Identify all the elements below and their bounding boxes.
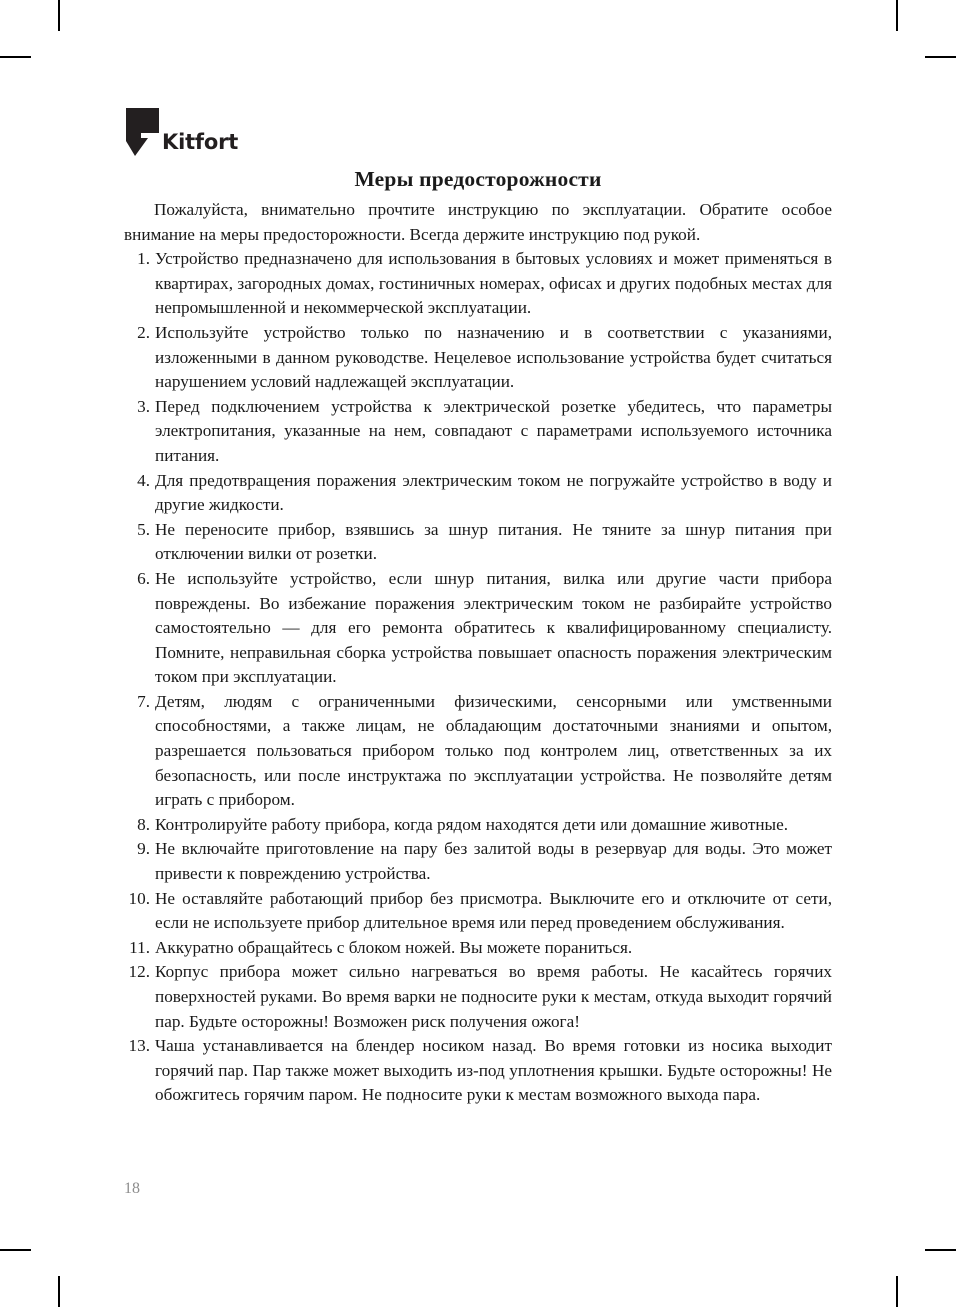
precaution-item-number: 8.	[137, 814, 150, 834]
brand-wordmark: Kitfort	[162, 130, 239, 154]
precaution-item-text: Аккуратно обращайтесь с блоком ножей. Вы можете пораниться.	[155, 937, 633, 957]
precaution-item-number: 4.	[137, 470, 150, 490]
precaution-item	[124, 469, 832, 518]
crop-mark-bottom-right-vertical	[896, 1276, 898, 1307]
precaution-item-text: Корпус прибора может сильно нагреваться во время работы. Не касайтесь горячих поверхностей руками. Во время варки не подносите руки к местам, откуда выходит горячий пар. Будьте осторожны! Возможен риск получения ожога!	[155, 962, 832, 1031]
precaution-item-text: Устройство предназначено для использования в бытовых условиях и может применяться в квартирах, загородных домах, гостиничных номерах, офисах и других подобных местах для непромышленной и некоммерческой эксплуатации.	[155, 249, 832, 318]
precaution-item-text: Перед подключением устройства к электрической розетке убедитесь, что параметры электропитания, указанные на нем, совпадают с параметрами используемого источника питания.	[155, 396, 832, 465]
precaution-item	[124, 247, 832, 321]
precaution-item-text: Не оставляйте работающий прибор без присмотра. Выключите его и отключите от сети, если не используете прибор длительное время или перед проведением обслуживания.	[155, 888, 832, 933]
precaution-item	[124, 837, 832, 886]
precaution-item-number: 10.	[128, 888, 150, 908]
crop-mark-top-right-vertical	[896, 0, 898, 31]
precaution-item-number: 7.	[137, 691, 150, 711]
precaution-item-text: Детям, людям с ограниченными физическими, сенсорными или умственными способностями, а также лицам, не обладающим достаточными знаниями и опытом, разрешается пользоваться прибором только под контролем лиц, ответственных за их безопасность, или после инструктажа по эксплуатации устройства. Не позволяйте детям играть с прибором.	[155, 691, 832, 810]
precaution-item-text: Для предотвращения поражения электрическим током не погружайте устройство в воду и другие жидкости.	[155, 470, 832, 515]
precaution-item-number: 11.	[129, 937, 150, 957]
precaution-item	[124, 813, 832, 838]
precaution-item	[124, 936, 832, 961]
precaution-item-number: 2.	[137, 322, 150, 342]
crop-mark-bottom-left-vertical	[58, 1276, 60, 1307]
precaution-item-number: 5.	[137, 519, 150, 539]
crop-mark-top-left-horizontal	[0, 56, 31, 58]
precaution-item-number: 9.	[137, 839, 150, 859]
precaution-item	[124, 1034, 832, 1108]
precaution-item	[124, 960, 832, 1034]
precaution-item-text: Чаша устанавливается на блендер носиком назад. Во время готовки из носика выходит горячий пар. Пар также может выходить из-под уплотнения крышки. Будьте осторожны! Не обожгитесь горячим паром. Не подносите руки к местам возможного выхода пара.	[155, 1036, 832, 1105]
precaution-item	[124, 518, 832, 567]
precaution-item-text: Не включайте приготовление на пару без залитой воды в резервуар для воды. Это может привести к повреждению устройства.	[155, 839, 832, 884]
page-number: 18	[124, 1180, 140, 1197]
crop-mark-top-right-horizontal	[925, 56, 956, 58]
precaution-item-number: 13.	[128, 1036, 150, 1056]
kitfort-mark-icon	[126, 108, 159, 156]
precautions-list	[124, 247, 832, 1108]
precaution-item-number: 3.	[137, 396, 150, 416]
precaution-item-text: Используйте устройство только по назначению и в соответствии с указаниями, изложенными в данном руководстве. Нецелевое использование устройства будет считаться нарушением условий надлежащей эксплуатации.	[155, 322, 832, 392]
brand-logo	[126, 108, 238, 156]
precaution-item-number: 1.	[137, 249, 150, 269]
precaution-item-text: Не переносите прибор, взявшись за шнур питания. Не тяните за шнур питания при отключении вилки от розетки.	[155, 519, 832, 564]
precaution-item-number: 6.	[137, 568, 150, 588]
precaution-item-text: Контролируйте работу прибора, когда рядом находятся дети или домашние животные.	[155, 814, 789, 834]
precaution-item-text: Не используйте устройство, если шнур питания, вилка или другие части прибора повреждены. Во избежание поражения электрическим током не разбирайте устройство самостоятельно — для его ремонта обратитесь к квалифицированному специалисту. Помните, неправильная сборка устройства повышает опасность поражения электрическим током при эксплуатации.	[155, 568, 832, 687]
page-title: Меры предосторожности	[354, 167, 602, 192]
precaution-item-number: 12.	[128, 962, 150, 982]
precautions-content	[124, 198, 832, 1108]
precaution-item	[124, 395, 832, 469]
precaution-item	[124, 887, 832, 936]
crop-mark-bottom-right-horizontal	[925, 1249, 956, 1251]
precaution-item	[124, 321, 832, 395]
crop-mark-bottom-left-horizontal	[0, 1249, 31, 1251]
lead-paragraph: Пожалуйста, внимательно прочтите инструкцию по эксплуатации. Обратите особое внимание на меры предосторожности. Всегда держите инструкцию под рукой.	[124, 200, 832, 244]
precaution-item	[124, 690, 832, 813]
crop-mark-top-left-vertical	[58, 0, 60, 31]
precaution-item	[124, 567, 832, 690]
